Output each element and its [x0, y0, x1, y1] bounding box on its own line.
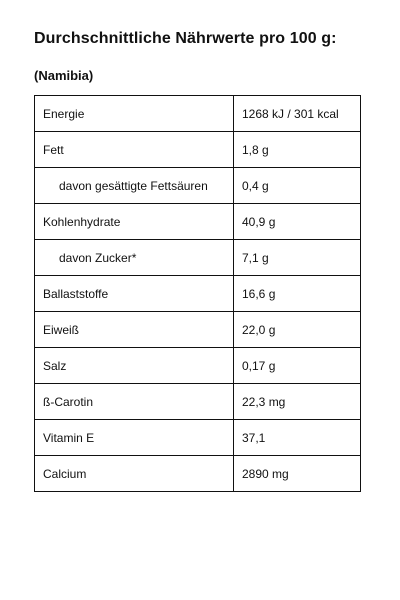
table-row — [35, 204, 361, 240]
page-title: Durchschnittliche Nährwerte pro 100 g: — [34, 30, 337, 47]
table-row — [35, 312, 361, 348]
nutrient-value: 1268 kJ / 301 kcal — [234, 96, 361, 132]
nutrient-value: 0,17 g — [234, 348, 361, 384]
nutrient-value: 40,9 g — [234, 204, 361, 240]
nutrient-name: Eiweiß — [35, 312, 234, 348]
nutrient-name: Ballaststoffe — [35, 276, 234, 312]
nutrition-table-body — [35, 96, 361, 492]
nutrient-value: 1,8 g — [234, 132, 361, 168]
nutrient-value: 22,3 mg — [234, 384, 361, 420]
nutrient-name: Calcium — [35, 456, 234, 492]
table-row — [35, 420, 361, 456]
table-row — [35, 384, 361, 420]
nutrient-value: 2890 mg — [234, 456, 361, 492]
nutrient-name: Vitamin E — [35, 420, 234, 456]
nutrient-name: Energie — [35, 96, 234, 132]
table-row — [35, 276, 361, 312]
nutrient-name: Salz — [35, 348, 234, 384]
nutrient-value: 0,4 g — [234, 168, 361, 204]
table-row — [35, 240, 361, 276]
origin-subtitle: (Namibia) — [34, 68, 94, 83]
nutrient-name: ß-Carotin — [35, 384, 234, 420]
nutrient-name: Kohlenhydrate — [35, 204, 234, 240]
nutrient-name: davon Zucker* — [35, 240, 234, 276]
table-row — [35, 96, 361, 132]
nutrient-name: Fett — [35, 132, 234, 168]
table-row — [35, 132, 361, 168]
table-row — [35, 168, 361, 204]
nutrient-name: davon gesättigte Fettsäuren — [35, 168, 234, 204]
nutrient-value: 37,1 — [234, 420, 361, 456]
table-row — [35, 348, 361, 384]
nutrient-value: 16,6 g — [234, 276, 361, 312]
nutrition-table — [34, 95, 361, 492]
table-row — [35, 456, 361, 492]
nutrient-value: 22,0 g — [234, 312, 361, 348]
nutrient-value: 7,1 g — [234, 240, 361, 276]
